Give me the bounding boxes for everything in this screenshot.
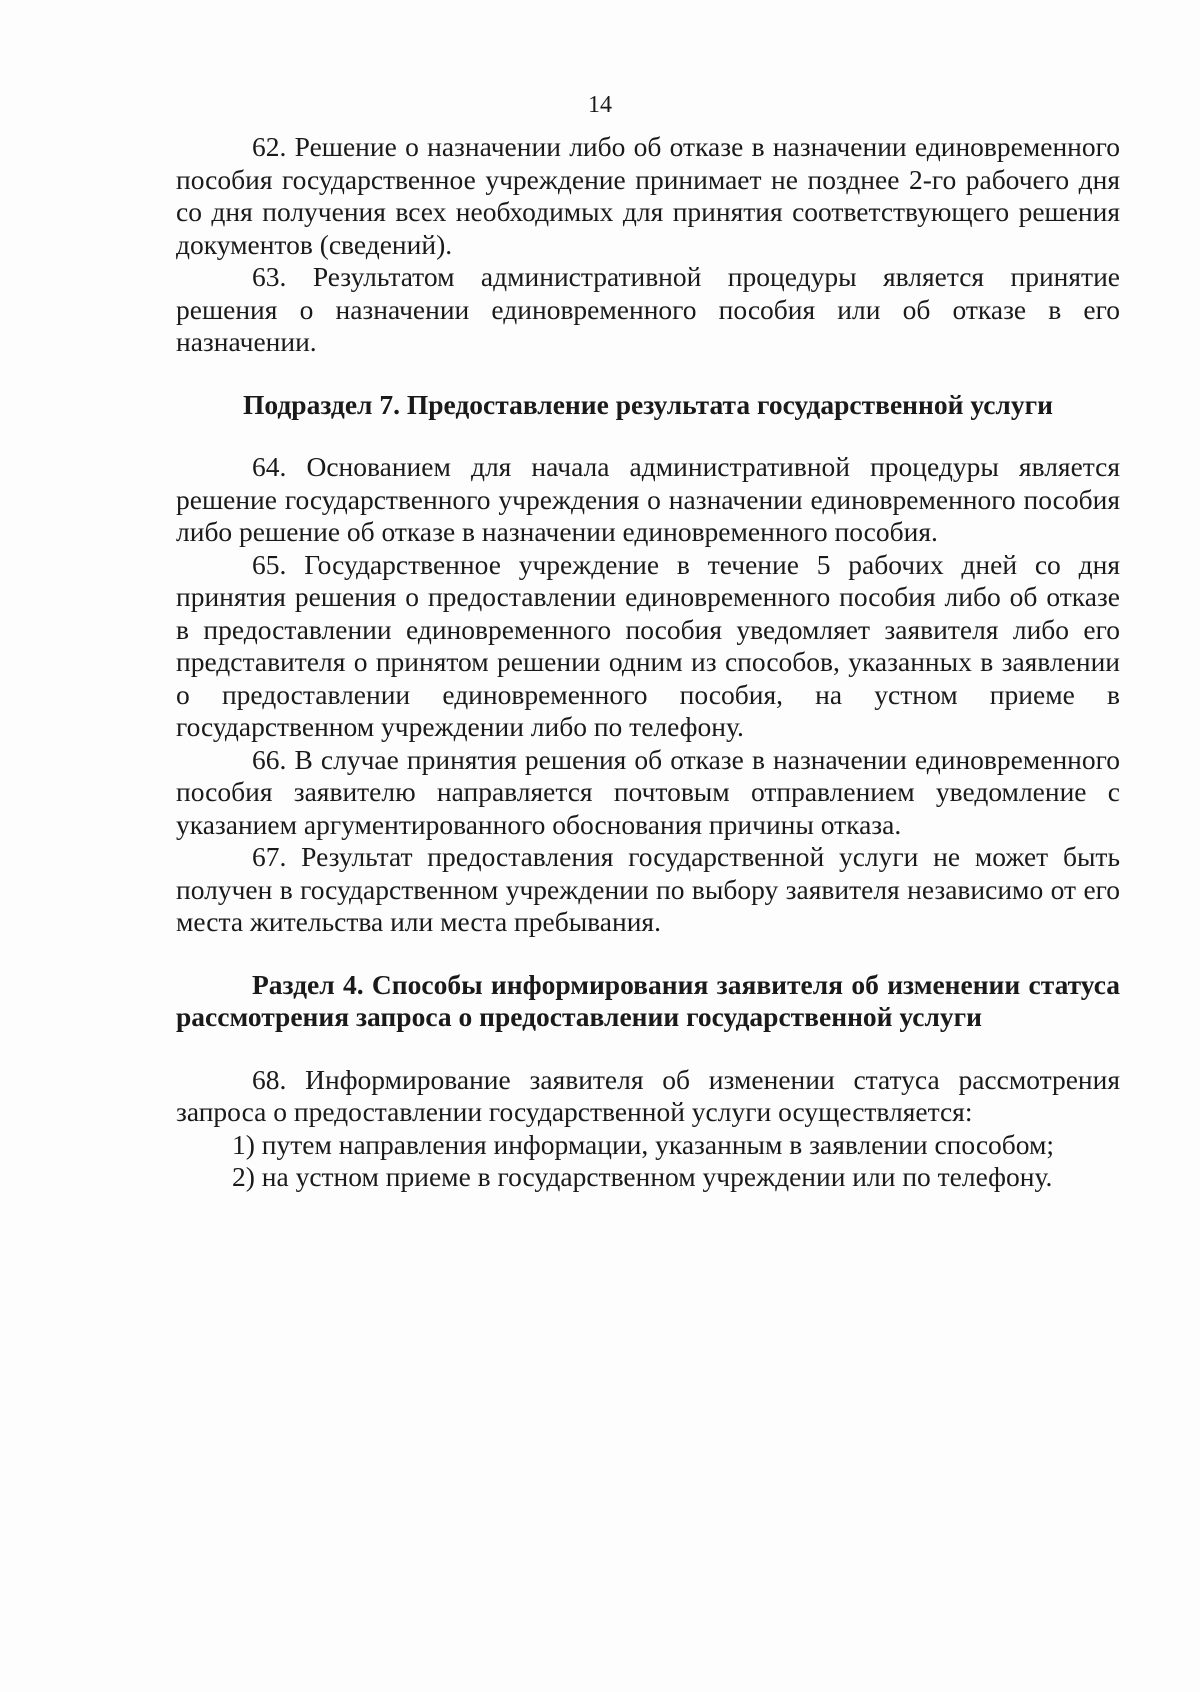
paragraph-67: 67. Результат предоставления государственной услуги не может быть получен в государственном учреждении по выбору заявителя независимо от его места жительства или места пребывания. — [176, 841, 1120, 937]
list-item-1: 1) путем направления информации, указанным в заявлении способом; — [232, 1128, 1055, 1160]
paragraph-62: 62. Решение о назначении либо об отказе в назначении единовременного пособия государственное учреждение принимает не позднее 2-го рабочего дня со дня получения всех необходимых для принятия соответствующего решения документов (сведений). — [176, 131, 1120, 260]
paragraph-65: 65. Государственное учреждение в течение 5 рабочих дней со дня принятия решения о предоставлении единовременного пособия либо об отказе в предоставлении единовременного пособия уведомляет заявителя либо его представителя о принятом решении одним из способов, указанных в заявлении о предоставлении единовременного пособия, на устном приеме в государственном учреждении либо по телефону. — [176, 548, 1120, 742]
list-item-2: 2) на устном приеме в государственном учреждении или по телефону. — [232, 1161, 1053, 1192]
document-body — [176, 131, 1120, 1194]
paragraph-63: 63. Результатом административной процедуры является принятие решения о назначении единовременного пособия или об отказе в его назначении. — [176, 261, 1120, 357]
subsection-7-heading: Подраздел 7. Предоставление результата государственной услуги — [243, 388, 1053, 420]
page-number: 14 — [588, 92, 612, 118]
paragraph-66: 66. В случае принятия решения об отказе в назначении единовременного пособия заявителю направляется почтовым отправлением уведомление с указанием аргументированного обоснования причины отказа. — [176, 743, 1120, 840]
paragraph-68: 68. Информирование заявителя об изменении статуса рассмотрения запроса о предоставлении государственной услуги осуществляется: — [176, 1063, 1120, 1127]
section-4-heading: Раздел 4. Способы информирования заявителя об изменении статуса рассмотрения запроса о предоставлении государственной услуги — [176, 968, 1120, 1032]
paragraph-64: 64. Основанием для начала административной процедуры является решение государственного учреждения о назначении единовременного пособия либо решение об отказе в назначении единовременного пособия. — [176, 451, 1120, 547]
